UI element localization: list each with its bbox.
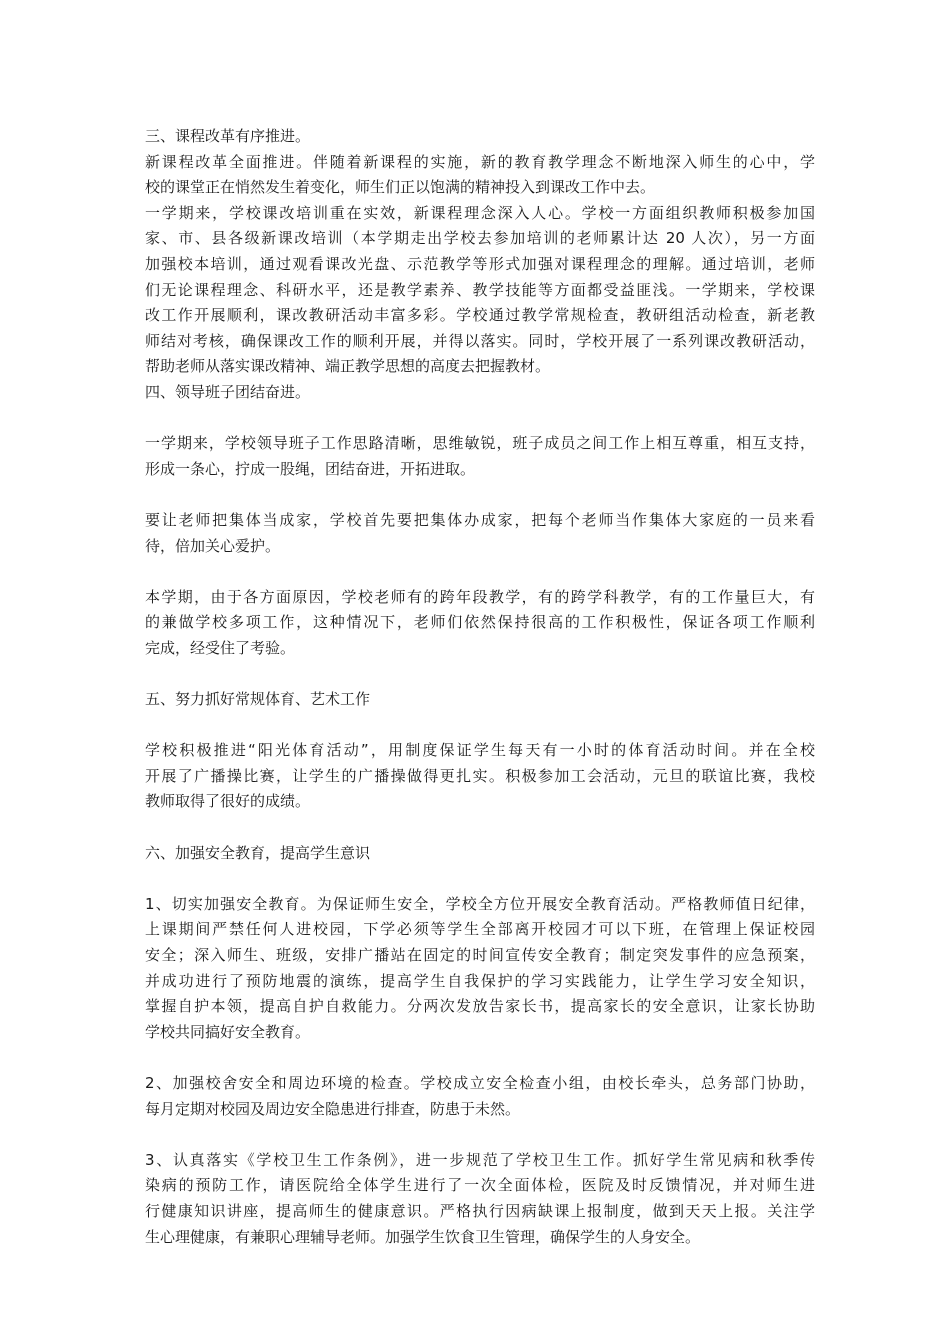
text-line: 的兼做学校多项工作，这种情况下，老师们依然保持很高的工作积极性，保证各项工作顺利 xyxy=(145,613,815,632)
text-line: 帮助老师从落实课改精神、端正教学思想的高度去把握教材。 xyxy=(145,357,551,376)
text-line: 3、认真落实《学校卫生工作条例》，进一步规范了学校卫生工作。抓好学生常见病和秋季传 xyxy=(145,1150,815,1169)
text-line: 一学期来，学校领导班子工作思路清晰，思维敏锐，班子成员之间工作上相互尊重，相互支持， xyxy=(145,434,815,453)
paragraph xyxy=(145,841,815,867)
paragraph-gap xyxy=(145,1122,815,1148)
paragraph xyxy=(145,124,815,150)
text-line: 待，倍加关心爱护。 xyxy=(145,536,281,555)
text-line: 学校共同搞好安全教育。 xyxy=(145,1022,311,1041)
text-line: 一学期来，学校课改培训重在实效，新课程理念深入人心。学校一方面组织教师积极参加国 xyxy=(145,203,815,222)
text-line: 掌握自护本领，提高自护自救能力。分两次发放告家长书，提高家长的安全意识，让家长协助 xyxy=(145,997,815,1016)
paragraph xyxy=(145,892,815,1046)
paragraph-gap xyxy=(145,482,815,508)
text-line: 四、领导班子团结奋进。 xyxy=(145,382,311,401)
document-body xyxy=(145,124,815,1250)
text-line: 每月定期对校园及周边安全隐患进行排查，防患于未然。 xyxy=(145,1099,521,1118)
text-line: 1、切实加强安全教育。为保证师生安全，学校全方位开展安全教育活动。严格教师值日纪律， xyxy=(145,894,815,913)
text-line: 师结对考核，确保课改工作的顺利开展，并得以落实。同时，学校开展了一系列课改教研活动， xyxy=(145,331,815,350)
text-line: 并成功进行了预防地震的演练，提高学生自我保护的学习实践能力，让学生学习安全知识， xyxy=(145,971,815,990)
text-line: 六、加强安全教育，提高学生意识 xyxy=(145,843,371,862)
text-line: 三、课程改革有序推进。 xyxy=(145,127,311,145)
paragraph xyxy=(145,1148,815,1250)
paragraph-gap xyxy=(145,866,815,892)
paragraph-gap xyxy=(145,815,815,841)
text-line: 形成一条心，拧成一股绳，团结奋进，开拓进取。 xyxy=(145,459,476,478)
text-line: 行健康知识讲座，提高师生的健康意识。严格执行因病缺课上报制度，做到天天上报。关注学 xyxy=(145,1201,815,1220)
paragraph xyxy=(145,687,815,713)
paragraph xyxy=(145,585,815,662)
text-line: 校的课堂正在悄然发生着变化，师生们正以饱满的精神投入到课改工作中去。 xyxy=(145,178,656,197)
text-line: 家、市、县各级新课改培训（本学期走出学校去参加培训的老师累计达 20 人次），另一方面 xyxy=(145,229,815,248)
text-line: 改工作开展顺利，课改教研活动丰富多彩。学校通过教学常规检查，教研组活动检查，新老教 xyxy=(145,306,815,325)
text-line: 2、加强校舍安全和周边环境的检查。学校成立安全检查小组，由校长牵头，总务部门协助， xyxy=(145,1073,815,1092)
text-line: 们无论课程理念、科研水平，还是教学素养、教学技能等方面都受益匪浅。一学期来，学校课 xyxy=(145,280,815,299)
paragraph xyxy=(145,380,815,406)
paragraph-gap xyxy=(145,713,815,739)
text-line: 本学期，由于各方面原因，学校老师有的跨年段教学，有的跨学科教学，有的工作量巨大，有 xyxy=(145,587,815,606)
paragraph-gap xyxy=(145,559,815,585)
text-line: 上课期间严禁任何人进校园，下学必须等学生全部离开校园才可以下班，在管理上保证校园 xyxy=(145,920,815,939)
text-line: 生心理健康，有兼职心理辅导老师。加强学生饮食卫生管理，确保学生的人身安全。 xyxy=(145,1227,701,1246)
paragraph xyxy=(145,508,815,559)
paragraph-gap xyxy=(145,406,815,432)
text-line: 安全；深入师生、班级，安排广播站在固定的时间宣传安全教育；制定突发事件的应急预案， xyxy=(145,946,815,964)
text-line: 新课程改革全面推进。伴随着新课程的实施，新的教育教学理念不断地深入师生的心中，学 xyxy=(145,152,815,171)
text-line: 教师取得了很好的成绩。 xyxy=(145,792,311,811)
paragraph xyxy=(145,201,815,380)
paragraph xyxy=(145,150,815,201)
paragraph-gap xyxy=(145,661,815,687)
paragraph xyxy=(145,431,815,482)
paragraph xyxy=(145,1071,815,1122)
paragraph-gap xyxy=(145,1045,815,1071)
text-line: 开展了广播操比赛，让学生的广播操做得更扎实。积极参加工会活动，元旦的联谊比赛，我校 xyxy=(145,766,815,785)
text-line: 完成，经受住了考验。 xyxy=(145,638,296,657)
text-line: 要让老师把集体当成家，学校首先要把集体办成家，把每个老师当作集体大家庭的一员来看 xyxy=(145,510,815,529)
text-line: 染病的预防工作，请医院给全体学生进行了一次全面体检，医院及时反馈情况，并对师生进 xyxy=(145,1176,815,1195)
text-line: 加强校本培训，通过观看课改光盘、示范教学等形式加强对课程理念的理解。通过培训，老师 xyxy=(145,254,815,273)
text-line: 学校积极推进“阳光体育活动”，用制度保证学生每天有一小时的体育活动时间。并在全校 xyxy=(145,741,815,760)
paragraph xyxy=(145,738,815,815)
text-line: 五、努力抓好常规体育、艺术工作 xyxy=(145,690,371,709)
